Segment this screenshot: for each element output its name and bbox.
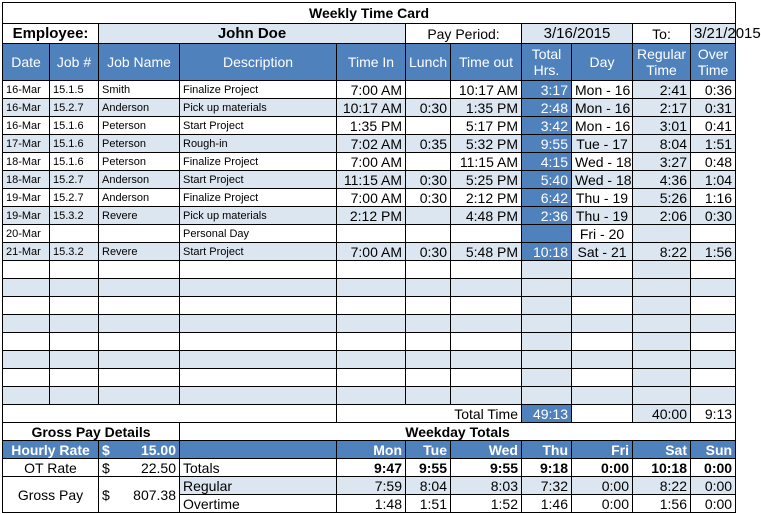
cell-overtime[interactable] [691, 387, 736, 405]
weekday-header-tue: Tue [406, 441, 451, 459]
cell-job[interactable] [50, 369, 99, 387]
cell-total[interactable] [522, 279, 572, 297]
cell-regular[interactable] [633, 333, 691, 351]
cell-description[interactable]: Finalize Project [180, 153, 337, 171]
cell-job[interactable]: 15.1.6 [50, 153, 99, 171]
cell-description[interactable]: Pick up materials [180, 207, 337, 225]
cell-total[interactable] [522, 351, 572, 369]
cell-time-in[interactable]: 7:00 AM [337, 153, 406, 171]
cell-total[interactable]: 2:48 [522, 99, 572, 117]
cell-lunch[interactable]: 0:30 [406, 243, 451, 261]
table-row [3, 351, 736, 369]
gross-pay-value: 807.38 [133, 486, 176, 503]
cell-regular[interactable] [633, 351, 691, 369]
header-time-in: Time In [337, 44, 406, 81]
cell-day[interactable]: Mon - 16 [572, 99, 633, 117]
cell-job[interactable]: 15.3.2 [50, 243, 99, 261]
cell-total[interactable]: 5:40 [522, 171, 572, 189]
cell-date[interactable] [3, 297, 50, 315]
total-day-empty [572, 405, 633, 423]
cell-description[interactable] [180, 351, 337, 369]
cell-day[interactable] [572, 297, 633, 315]
cell-lunch[interactable] [406, 225, 451, 243]
cell-job[interactable] [50, 279, 99, 297]
cell-overtime[interactable] [691, 351, 736, 369]
cell-overtime[interactable]: 0:31 [691, 99, 736, 117]
total-time-value: 49:13 [522, 405, 572, 423]
cell-time-out[interactable]: 5:25 PM [451, 171, 522, 189]
ot-rate-field[interactable] [99, 459, 180, 477]
ot-rate-currency: $ [102, 459, 110, 476]
hourly-rate-field[interactable] [99, 441, 180, 459]
cell-job[interactable] [50, 297, 99, 315]
cell-time-out[interactable] [451, 261, 522, 279]
cell-total[interactable] [522, 297, 572, 315]
header-lunch: Lunch [406, 44, 451, 81]
header-time-out: Time out [451, 44, 522, 81]
pay-period-start-field[interactable]: 3/16/2015 [522, 24, 633, 44]
cell-day[interactable]: Thu - 19 [572, 207, 633, 225]
weekday-totals-title: Weekday Totals [180, 423, 736, 441]
overtime-thu: 1:46 [522, 495, 572, 513]
cell-regular[interactable] [633, 387, 691, 405]
header-day: Day [572, 44, 633, 81]
cell-date[interactable]: 17-Mar [3, 135, 50, 153]
cell-time-in[interactable] [337, 315, 406, 333]
cell-time-out[interactable] [451, 333, 522, 351]
cell-day[interactable]: Fri - 20 [572, 225, 633, 243]
overtime-fri: 0:00 [572, 495, 633, 513]
cell-overtime[interactable]: 0:41 [691, 117, 736, 135]
cell-total[interactable]: 2:36 [522, 207, 572, 225]
header-date: Date [3, 44, 50, 81]
cell-description[interactable]: Start Project [180, 171, 337, 189]
table-row [3, 315, 736, 333]
cell-description[interactable] [180, 333, 337, 351]
cell-job-name[interactable] [99, 315, 180, 333]
cell-description[interactable] [180, 315, 337, 333]
cell-time-out[interactable]: 5:32 PM [451, 135, 522, 153]
totals-fri: 0:00 [572, 459, 633, 477]
hourly-rate-value: 15.00 [140, 441, 176, 458]
header-description: Description [180, 44, 337, 81]
table-row [3, 117, 736, 135]
ot-rate-label: OT Rate [3, 459, 99, 477]
cell-job[interactable] [50, 225, 99, 243]
cell-time-in[interactable] [337, 261, 406, 279]
cell-job[interactable]: 15.1.6 [50, 117, 99, 135]
cell-description[interactable]: Pick up materials [180, 99, 337, 117]
cell-description[interactable]: Rough-in [180, 135, 337, 153]
cell-job[interactable]: 15.1.5 [50, 81, 99, 99]
cell-date[interactable]: 16-Mar [3, 81, 50, 99]
sheet-title: Weekly Time Card [3, 3, 736, 24]
weekday-header-wed: Wed [451, 441, 522, 459]
cell-description[interactable] [180, 369, 337, 387]
gross-pay-label: Gross Pay [3, 477, 99, 513]
cell-job-name[interactable]: Anderson [99, 99, 180, 117]
cell-lunch[interactable] [406, 333, 451, 351]
header-overtime: Over Time [691, 44, 736, 81]
cell-regular[interactable] [633, 225, 691, 243]
cell-total[interactable] [522, 333, 572, 351]
cell-total[interactable] [522, 315, 572, 333]
time-card-sheet [2, 2, 761, 512]
cell-time-out[interactable]: 5:17 PM [451, 117, 522, 135]
weekday-header-mon: Mon [337, 441, 406, 459]
weekday-header-sun: Sun [691, 441, 736, 459]
cell-job[interactable] [50, 315, 99, 333]
table-row [3, 135, 736, 153]
cell-lunch[interactable] [406, 261, 451, 279]
overtime-sat: 1:56 [633, 495, 691, 513]
cell-job[interactable] [50, 333, 99, 351]
time-card-table [2, 2, 761, 513]
regular-thu: 7:32 [522, 477, 572, 495]
table-row [3, 297, 736, 315]
header-job: Job # [50, 44, 99, 81]
weekday-header-blank [180, 441, 337, 459]
cell-job[interactable] [50, 261, 99, 279]
cell-job-name[interactable] [99, 333, 180, 351]
cell-lunch[interactable] [406, 153, 451, 171]
cell-description[interactable] [180, 279, 337, 297]
cell-time-out[interactable]: 1:35 PM [451, 99, 522, 117]
cell-date[interactable]: 18-Mar [3, 171, 50, 189]
table-row [3, 225, 736, 243]
cell-job-name[interactable] [99, 225, 180, 243]
weekday-header-thu: Thu [522, 441, 572, 459]
employee-label: Employee: [3, 24, 99, 44]
totals-sun: 0:00 [691, 459, 736, 477]
cell-time-in[interactable] [337, 369, 406, 387]
cell-job-name[interactable] [99, 261, 180, 279]
table-row [3, 207, 736, 225]
cell-day[interactable]: Mon - 16 [572, 117, 633, 135]
cell-lunch[interactable]: 0:30 [406, 171, 451, 189]
cell-job-name[interactable] [99, 351, 180, 369]
cell-total[interactable] [522, 369, 572, 387]
weekday-header-sat: Sat [633, 441, 691, 459]
table-row [3, 171, 736, 189]
header-job-name: Job Name [99, 44, 180, 81]
cell-job-name[interactable]: Revere [99, 207, 180, 225]
cell-date[interactable]: 20-Mar [3, 225, 50, 243]
cell-lunch[interactable] [406, 297, 451, 315]
cell-time-in[interactable] [337, 387, 406, 405]
cell-lunch[interactable] [406, 279, 451, 297]
cell-day[interactable] [572, 261, 633, 279]
cell-job[interactable]: 15.3.2 [50, 207, 99, 225]
cell-day[interactable]: Tue - 17 [572, 135, 633, 153]
cell-regular[interactable] [633, 297, 691, 315]
cell-day[interactable]: Sat - 21 [572, 243, 633, 261]
cell-day[interactable]: Wed - 18 [572, 171, 633, 189]
pay-period-label: Pay Period: [406, 24, 522, 44]
cell-day[interactable]: Mon - 16 [572, 81, 633, 99]
cell-time-in[interactable]: 1:35 PM [337, 117, 406, 135]
pay-period-end-field[interactable]: 3/21/2015 [691, 24, 736, 44]
totals-wed: 9:55 [451, 459, 522, 477]
cell-job-name[interactable]: Peterson [99, 153, 180, 171]
cell-overtime[interactable]: 1:56 [691, 243, 736, 261]
cell-regular[interactable] [633, 315, 691, 333]
cell-overtime[interactable]: 1:04 [691, 171, 736, 189]
cell-date[interactable] [3, 387, 50, 405]
total-regular-value: 40:00 [633, 405, 691, 423]
overtime-sun: 0:00 [691, 495, 736, 513]
cell-regular[interactable]: 5:26 [633, 189, 691, 207]
totals-tue: 9:55 [406, 459, 451, 477]
cell-time-out[interactable] [451, 225, 522, 243]
cell-day[interactable] [572, 333, 633, 351]
cell-job[interactable]: 15.1.6 [50, 135, 99, 153]
cell-description[interactable]: Start Project [180, 243, 337, 261]
cell-job-name[interactable] [99, 369, 180, 387]
overtime-wed: 1:52 [451, 495, 522, 513]
cell-regular[interactable]: 3:27 [633, 153, 691, 171]
cell-job[interactable]: 15.2.7 [50, 189, 99, 207]
cell-lunch[interactable] [406, 315, 451, 333]
cell-time-out[interactable]: 5:48 PM [451, 243, 522, 261]
gross-pay-field [99, 477, 180, 513]
cell-time-out[interactable]: 2:12 PM [451, 189, 522, 207]
cell-time-out[interactable] [451, 387, 522, 405]
cell-regular[interactable] [633, 261, 691, 279]
totals-label: Totals [180, 459, 337, 477]
cell-overtime[interactable]: 1:51 [691, 135, 736, 153]
regular-wed: 8:03 [451, 477, 522, 495]
cell-time-in[interactable] [337, 351, 406, 369]
table-row [3, 99, 736, 117]
cell-job-name[interactable]: Anderson [99, 171, 180, 189]
cell-description[interactable] [180, 387, 337, 405]
cell-job-name[interactable] [99, 279, 180, 297]
cell-regular[interactable]: 8:04 [633, 135, 691, 153]
cell-time-in[interactable] [337, 225, 406, 243]
cell-day[interactable] [572, 351, 633, 369]
cell-overtime[interactable]: 0:48 [691, 153, 736, 171]
cell-job-name[interactable]: Revere [99, 243, 180, 261]
table-row [3, 387, 736, 405]
cell-day[interactable] [572, 369, 633, 387]
regular-label: Regular [180, 477, 337, 495]
cell-time-in[interactable]: 7:00 AM [337, 81, 406, 99]
cell-overtime[interactable] [691, 333, 736, 351]
cell-time-in[interactable] [337, 333, 406, 351]
overtime-mon: 1:48 [337, 495, 406, 513]
cell-day[interactable]: Thu - 19 [572, 189, 633, 207]
hourly-rate-label: Hourly Rate [3, 441, 99, 459]
cell-total[interactable] [522, 225, 572, 243]
cell-overtime[interactable] [691, 225, 736, 243]
cell-description[interactable]: Finalize Project [180, 189, 337, 207]
cell-overtime[interactable] [691, 279, 736, 297]
cell-time-in[interactable]: 2:12 PM [337, 207, 406, 225]
cell-lunch[interactable]: 0:30 [406, 99, 451, 117]
totals-thu: 9:18 [522, 459, 572, 477]
cell-job-name[interactable]: Peterson [99, 135, 180, 153]
cell-description[interactable]: Personal Day [180, 225, 337, 243]
cell-job-name[interactable]: Anderson [99, 189, 180, 207]
header-total-hrs: Total Hrs. [522, 44, 572, 81]
cell-lunch[interactable] [406, 81, 451, 99]
cell-time-out[interactable]: 11:15 AM [451, 153, 522, 171]
table-row [3, 369, 736, 387]
cell-lunch[interactable] [406, 117, 451, 135]
cell-total[interactable]: 4:15 [522, 153, 572, 171]
cell-time-in[interactable] [337, 297, 406, 315]
total-time-label: Total Time [337, 405, 522, 423]
cell-overtime[interactable]: 0:36 [691, 81, 736, 99]
cell-time-in[interactable]: 7:00 AM [337, 189, 406, 207]
cell-date[interactable] [3, 351, 50, 369]
cell-date[interactable] [3, 279, 50, 297]
overtime-label: Overtime [180, 495, 337, 513]
cell-job-name[interactable]: Smith [99, 81, 180, 99]
cell-time-out[interactable] [451, 351, 522, 369]
cell-total[interactable]: 10:18 [522, 243, 572, 261]
cell-time-out[interactable] [451, 369, 522, 387]
gross-pay-title: Gross Pay Details [3, 423, 180, 441]
regular-sun: 0:00 [691, 477, 736, 495]
table-row [3, 333, 736, 351]
cell-time-in[interactable]: 7:00 AM [337, 243, 406, 261]
ot-rate-value: 22.50 [140, 459, 176, 476]
employee-name-field[interactable]: John Doe [99, 24, 406, 44]
cell-date[interactable]: 18-Mar [3, 153, 50, 171]
cell-date[interactable]: 16-Mar [3, 117, 50, 135]
regular-fri: 0:00 [572, 477, 633, 495]
cell-overtime[interactable] [691, 261, 736, 279]
cell-time-out[interactable]: 10:17 AM [451, 81, 522, 99]
cell-date[interactable] [3, 261, 50, 279]
cell-time-in[interactable] [337, 279, 406, 297]
cell-regular[interactable]: 2:06 [633, 207, 691, 225]
gross-pay-currency: $ [102, 486, 110, 503]
cell-date[interactable]: 16-Mar [3, 99, 50, 117]
table-row [3, 189, 736, 207]
cell-description[interactable]: Start Project [180, 117, 337, 135]
cell-overtime[interactable] [691, 315, 736, 333]
cell-lunch[interactable] [406, 351, 451, 369]
cell-time-out[interactable] [451, 279, 522, 297]
cell-job-name[interactable] [99, 387, 180, 405]
cell-regular[interactable]: 2:41 [633, 81, 691, 99]
cell-total[interactable]: 3:42 [522, 117, 572, 135]
cell-regular[interactable]: 3:01 [633, 117, 691, 135]
cell-job[interactable]: 15.2.7 [50, 99, 99, 117]
cell-time-out[interactable]: 4:48 PM [451, 207, 522, 225]
cell-date[interactable] [3, 333, 50, 351]
cell-job-name[interactable] [99, 297, 180, 315]
cell-job[interactable] [50, 387, 99, 405]
cell-regular[interactable]: 2:17 [633, 99, 691, 117]
cell-time-in[interactable]: 10:17 AM [337, 99, 406, 117]
cell-lunch[interactable]: 0:35 [406, 135, 451, 153]
to-label: To: [633, 24, 691, 44]
table-row [3, 153, 736, 171]
cell-description[interactable] [180, 261, 337, 279]
cell-job[interactable]: 15.2.7 [50, 171, 99, 189]
cell-date[interactable]: 21-Mar [3, 243, 50, 261]
cell-time-out[interactable] [451, 297, 522, 315]
cell-overtime[interactable] [691, 369, 736, 387]
cell-date[interactable] [3, 369, 50, 387]
cell-description[interactable] [180, 297, 337, 315]
cell-day[interactable] [572, 315, 633, 333]
hourly-rate-currency: $ [102, 441, 110, 458]
table-row [3, 261, 736, 279]
table-row [3, 279, 736, 297]
cell-total[interactable]: 6:42 [522, 189, 572, 207]
cell-total[interactable] [522, 387, 572, 405]
cell-total[interactable]: 9:55 [522, 135, 572, 153]
weekday-header-fri: Fri [572, 441, 633, 459]
header-regular: Regular Time [633, 44, 691, 81]
cell-date[interactable]: 19-Mar [3, 189, 50, 207]
cell-regular[interactable] [633, 279, 691, 297]
cell-lunch[interactable] [406, 369, 451, 387]
cell-total[interactable]: 3:17 [522, 81, 572, 99]
regular-sat: 8:22 [633, 477, 691, 495]
cell-day[interactable] [572, 279, 633, 297]
cell-regular[interactable] [633, 369, 691, 387]
totals-mon: 9:47 [337, 459, 406, 477]
total-spacer [3, 405, 337, 423]
cell-date[interactable] [3, 315, 50, 333]
cell-overtime[interactable]: 0:30 [691, 207, 736, 225]
cell-day[interactable] [572, 387, 633, 405]
cell-description[interactable]: Finalize Project [180, 81, 337, 99]
cell-overtime[interactable]: 1:16 [691, 189, 736, 207]
total-overtime-value: 9:13 [691, 405, 736, 423]
cell-overtime[interactable] [691, 297, 736, 315]
cell-total[interactable] [522, 261, 572, 279]
cell-time-in[interactable]: 7:02 AM [337, 135, 406, 153]
cell-day[interactable]: Wed - 18 [572, 153, 633, 171]
cell-regular[interactable]: 4:36 [633, 171, 691, 189]
cell-time-in[interactable]: 11:15 AM [337, 171, 406, 189]
cell-lunch[interactable]: 0:30 [406, 189, 451, 207]
cell-regular[interactable]: 8:22 [633, 243, 691, 261]
table-row [3, 81, 736, 99]
table-row [3, 243, 736, 261]
cell-job[interactable] [50, 351, 99, 369]
overtime-tue: 1:51 [406, 495, 451, 513]
cell-lunch[interactable] [406, 387, 451, 405]
cell-job-name[interactable]: Peterson [99, 117, 180, 135]
cell-time-out[interactable] [451, 315, 522, 333]
cell-lunch[interactable] [406, 207, 451, 225]
regular-mon: 7:59 [337, 477, 406, 495]
totals-sat: 10:18 [633, 459, 691, 477]
regular-tue: 8:04 [406, 477, 451, 495]
cell-date[interactable]: 19-Mar [3, 207, 50, 225]
